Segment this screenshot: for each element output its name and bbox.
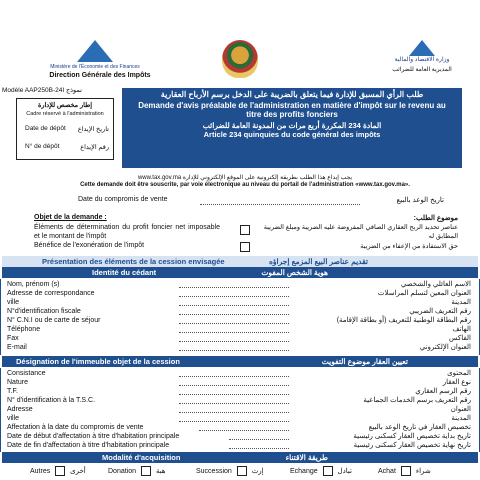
- cedant-title-ar: هوية الشخص المفوت: [261, 268, 328, 277]
- modality-option-autres: [30, 466, 86, 476]
- cedant-phone-label-ar: الهاتف: [452, 326, 471, 333]
- cedant-name-label: Nom, prénom (s): [7, 281, 60, 288]
- model-number: [2, 86, 82, 94]
- cedant-tax-id-label-ar: رقم التعريف الضريبي: [409, 308, 471, 315]
- immeuble-address-field[interactable]: [179, 406, 289, 413]
- cedant-address-field[interactable]: [179, 290, 289, 297]
- title-fr-2: Article 234 quinquies du code général des impôts: [203, 130, 381, 139]
- cedant-phone-field[interactable]: [179, 326, 289, 333]
- cedant-city-field[interactable]: [179, 299, 289, 306]
- dgi-logo-right-icon: [409, 40, 435, 56]
- sale-date-label-fr: Date du compromis de vente: [78, 196, 168, 203]
- modality-autres-fr: Autres: [30, 467, 51, 475]
- royal-emblem-icon: [222, 40, 258, 78]
- modality-achat-checkbox[interactable]: [401, 466, 411, 476]
- notice-fr: Cette demande doit être souscrite, par voie électronique au niveau du portail de l'administration «www.tax.gov.ma».: [80, 182, 410, 188]
- consistance-label: Consistance: [7, 370, 46, 377]
- immeuble-address-label-ar: العنوان: [450, 406, 471, 413]
- admin-title-fr: Cadre réservé à l'administration: [26, 111, 104, 117]
- model-ar: نموذج: [65, 87, 82, 94]
- object-opt1-fr: Éléments de détermination du profit foncier net imposable et le montant de l'impôt: [34, 224, 220, 240]
- immeuble-header: [2, 356, 478, 367]
- notice-ar: يجب إيداع هذا الطلب بطريقة إلكترونية على الموقع الإلكتروني للإدارة www.tax.gov.ma: [137, 175, 353, 181]
- ministry-logo-left: [40, 40, 151, 79]
- modality-autres-checkbox[interactable]: [55, 466, 65, 476]
- tsc-field[interactable]: [179, 397, 289, 404]
- immeuble-address-label: Adresse: [7, 406, 33, 413]
- modality-echange-fr: Echange: [290, 467, 318, 475]
- tf-field[interactable]: [179, 388, 289, 395]
- consistance-label-ar: المحتوى: [447, 370, 471, 377]
- cedant-cni-label: N° C.N.I ou de carte de séjour: [7, 317, 101, 324]
- title-fr-1: Demande d'avis préalable de l'administration en matière d'impôt sur le revenu au titre des profits fonciers: [138, 101, 446, 119]
- ministry-name-fr: Ministère de l'Économie et des Finances: [50, 64, 140, 70]
- modality-donation-checkbox[interactable]: [141, 466, 151, 476]
- admin-title-ar: إطار مخصص للإدارة: [37, 102, 93, 109]
- modality-succession-checkbox[interactable]: [237, 466, 247, 476]
- ministry-logo-right: [372, 40, 472, 73]
- cedant-tax-id-field[interactable]: [179, 308, 289, 315]
- cedant-header: [2, 267, 478, 278]
- modality-achat-ar: شراء: [415, 467, 431, 475]
- modality-option-donation: [108, 466, 166, 476]
- modality-achat-fr: Achat: [378, 467, 396, 475]
- section1-header: [2, 256, 478, 267]
- cedant-email-label-ar: العنوان الإلكتروني: [419, 344, 471, 351]
- habitation-start-label-ar: تاريخ بداية تخصيص العقار كسكنى رئيسية: [353, 433, 471, 440]
- cedant-name-field[interactable]: [179, 281, 289, 288]
- section1-title-ar: تقديم عناصر البيع المزمع إجراؤه: [269, 257, 368, 266]
- habitation-end-label-ar: تاريخ نهاية تخصيص العقار كسكنى رئيسية: [353, 442, 471, 449]
- cedant-city-label: ville: [7, 299, 20, 306]
- habitation-end-label: Date de fin d'affectation à titre d'habitation principale: [7, 442, 170, 449]
- deposit-date-ar: تاريخ الإيداع: [77, 126, 109, 133]
- dgi-name-fr: Direction Générale des Impôts: [49, 72, 151, 79]
- cedant-email-label: E-mail: [7, 344, 27, 351]
- ministry-name-ar: وزارة الاقتصاد والمالية: [394, 57, 450, 63]
- nature-field[interactable]: [179, 379, 289, 386]
- cedant-cni-field[interactable]: [179, 317, 289, 324]
- object-opt2-fr: Bénéfice de l'exonération de l'impôt: [34, 242, 145, 249]
- cedant-address-label-ar: العنوان المعين لتسلم المراسلات: [377, 290, 471, 297]
- habitation-end-field[interactable]: [229, 442, 289, 449]
- modality-option-echange: [290, 466, 352, 476]
- cedant-name-label-ar: الاسم العائلي والشخصي: [400, 281, 471, 288]
- cedant-city-label-ar: المدينة: [451, 299, 471, 306]
- affectation-label: Affectation à la date du compromis de vente: [7, 424, 144, 431]
- object-title-ar: موضوع الطلب:: [413, 215, 458, 222]
- nature-label-ar: نوع العقار: [442, 379, 471, 386]
- object-opt1-checkbox[interactable]: [240, 225, 250, 235]
- cedant-fax-field[interactable]: [179, 335, 289, 342]
- title-block: [122, 88, 462, 168]
- cedant-fax-label: Fax: [7, 335, 19, 342]
- immeuble-title-fr: Désignation de l'immeuble objet de la cession: [16, 357, 180, 366]
- modality-succession-fr: Succession: [196, 467, 232, 475]
- modality-option-succession: [196, 466, 264, 476]
- immeuble-city-label: ville: [7, 415, 20, 422]
- cedant-phone-label: Téléphone: [7, 326, 41, 333]
- modality-option-achat: [378, 466, 431, 476]
- cedant-row: [3, 342, 477, 353]
- admin-box: [16, 98, 114, 160]
- modality-options: [0, 466, 480, 478]
- modality-echange-checkbox[interactable]: [323, 466, 333, 476]
- object-title-fr: Objet de la demande :: [34, 214, 107, 221]
- object-opt2-checkbox[interactable]: [240, 242, 250, 252]
- affectation-field[interactable]: [199, 424, 289, 431]
- cedant-cni-label-ar: رقم البطاقة الوطنية للتعريف (أو بطاقة الإقامة): [336, 317, 471, 324]
- deposit-no-ar: رقم الإيداع: [80, 144, 109, 151]
- modality-title-fr: Modalité d'acquisition: [102, 453, 181, 462]
- tsc-label-ar: رقم التعريف برسم الخدمات الجماعية: [363, 397, 471, 404]
- sale-date-label-ar: تاريخ الوعد بالبيع: [396, 197, 444, 204]
- title-ar-1: طلب الرأي المسبق للإدارة فيما يتعلق بالضريبة على الدخل برسم الأرباح العقارية: [160, 90, 424, 99]
- immeuble-city-label-ar: المدينة: [451, 415, 471, 422]
- modality-echange-ar: تبادل: [337, 467, 352, 475]
- immeuble-title-ar: تعيين العقار موضوع التفويت: [321, 357, 408, 366]
- tf-label-ar: رقم الرسم العقاري: [415, 388, 471, 395]
- modality-donation-ar: هبة: [155, 467, 166, 475]
- object-opt1-ar: عناصر تحديد الربح العقاري الصافي المفروضة عليه الضريبة ومبلغ الضريبة المطابق له: [263, 224, 458, 240]
- immeuble-table: [0, 368, 480, 452]
- tsc-label: N° d'identification à la T.S.C.: [7, 397, 96, 404]
- cedant-table: [0, 279, 480, 355]
- dgi-name-ar: المديرية العامة للضرائب: [392, 67, 452, 73]
- affectation-label-ar: تخصيص العقار في تاريخ الوعد بالبيع: [368, 424, 471, 431]
- modality-succession-ar: إرث: [251, 467, 264, 475]
- immeuble-city-field[interactable]: [179, 415, 289, 422]
- object-opt2-ar: حق الاستفادة من الإعفاء من الضريبة: [360, 243, 458, 250]
- section1-title-fr: Présentation des éléments de la cession envisagée: [42, 257, 225, 266]
- deposit-date-fr: Date de dépôt: [25, 125, 66, 132]
- cedant-title-fr: Identité du cédant: [92, 268, 157, 277]
- modality-autres-ar: أخرى: [70, 467, 86, 475]
- cedant-address-label: Adresse de correspondance: [7, 290, 95, 297]
- consistance-field[interactable]: [179, 370, 289, 377]
- cedant-tax-id-label: N°d'identification fiscale: [7, 308, 81, 315]
- habitation-start-field[interactable]: [229, 433, 289, 440]
- dgi-logo-icon: [77, 40, 113, 62]
- model-fr: Modèle AAP250B-24I: [2, 87, 65, 94]
- cedant-email-field[interactable]: [179, 344, 289, 351]
- modality-title-ar: طريقة الاقتناء: [285, 453, 328, 462]
- sale-date-field[interactable]: [200, 200, 360, 205]
- deposit-no-fr: N° de dépôt: [25, 143, 60, 150]
- habitation-start-label: Date de début d'affectation à titre d'habitation principale: [7, 433, 180, 440]
- tf-label: T.F.: [7, 388, 18, 395]
- immeuble-row: [3, 440, 477, 451]
- nature-label: Nature: [7, 379, 29, 386]
- modality-donation-fr: Donation: [108, 467, 137, 475]
- cedant-fax-label-ar: الفاكس: [448, 335, 471, 342]
- title-ar-2: المادة 234 المكررة أربع مرات من المدونة العامة للضرائب: [202, 121, 382, 130]
- modality-header: [2, 452, 478, 463]
